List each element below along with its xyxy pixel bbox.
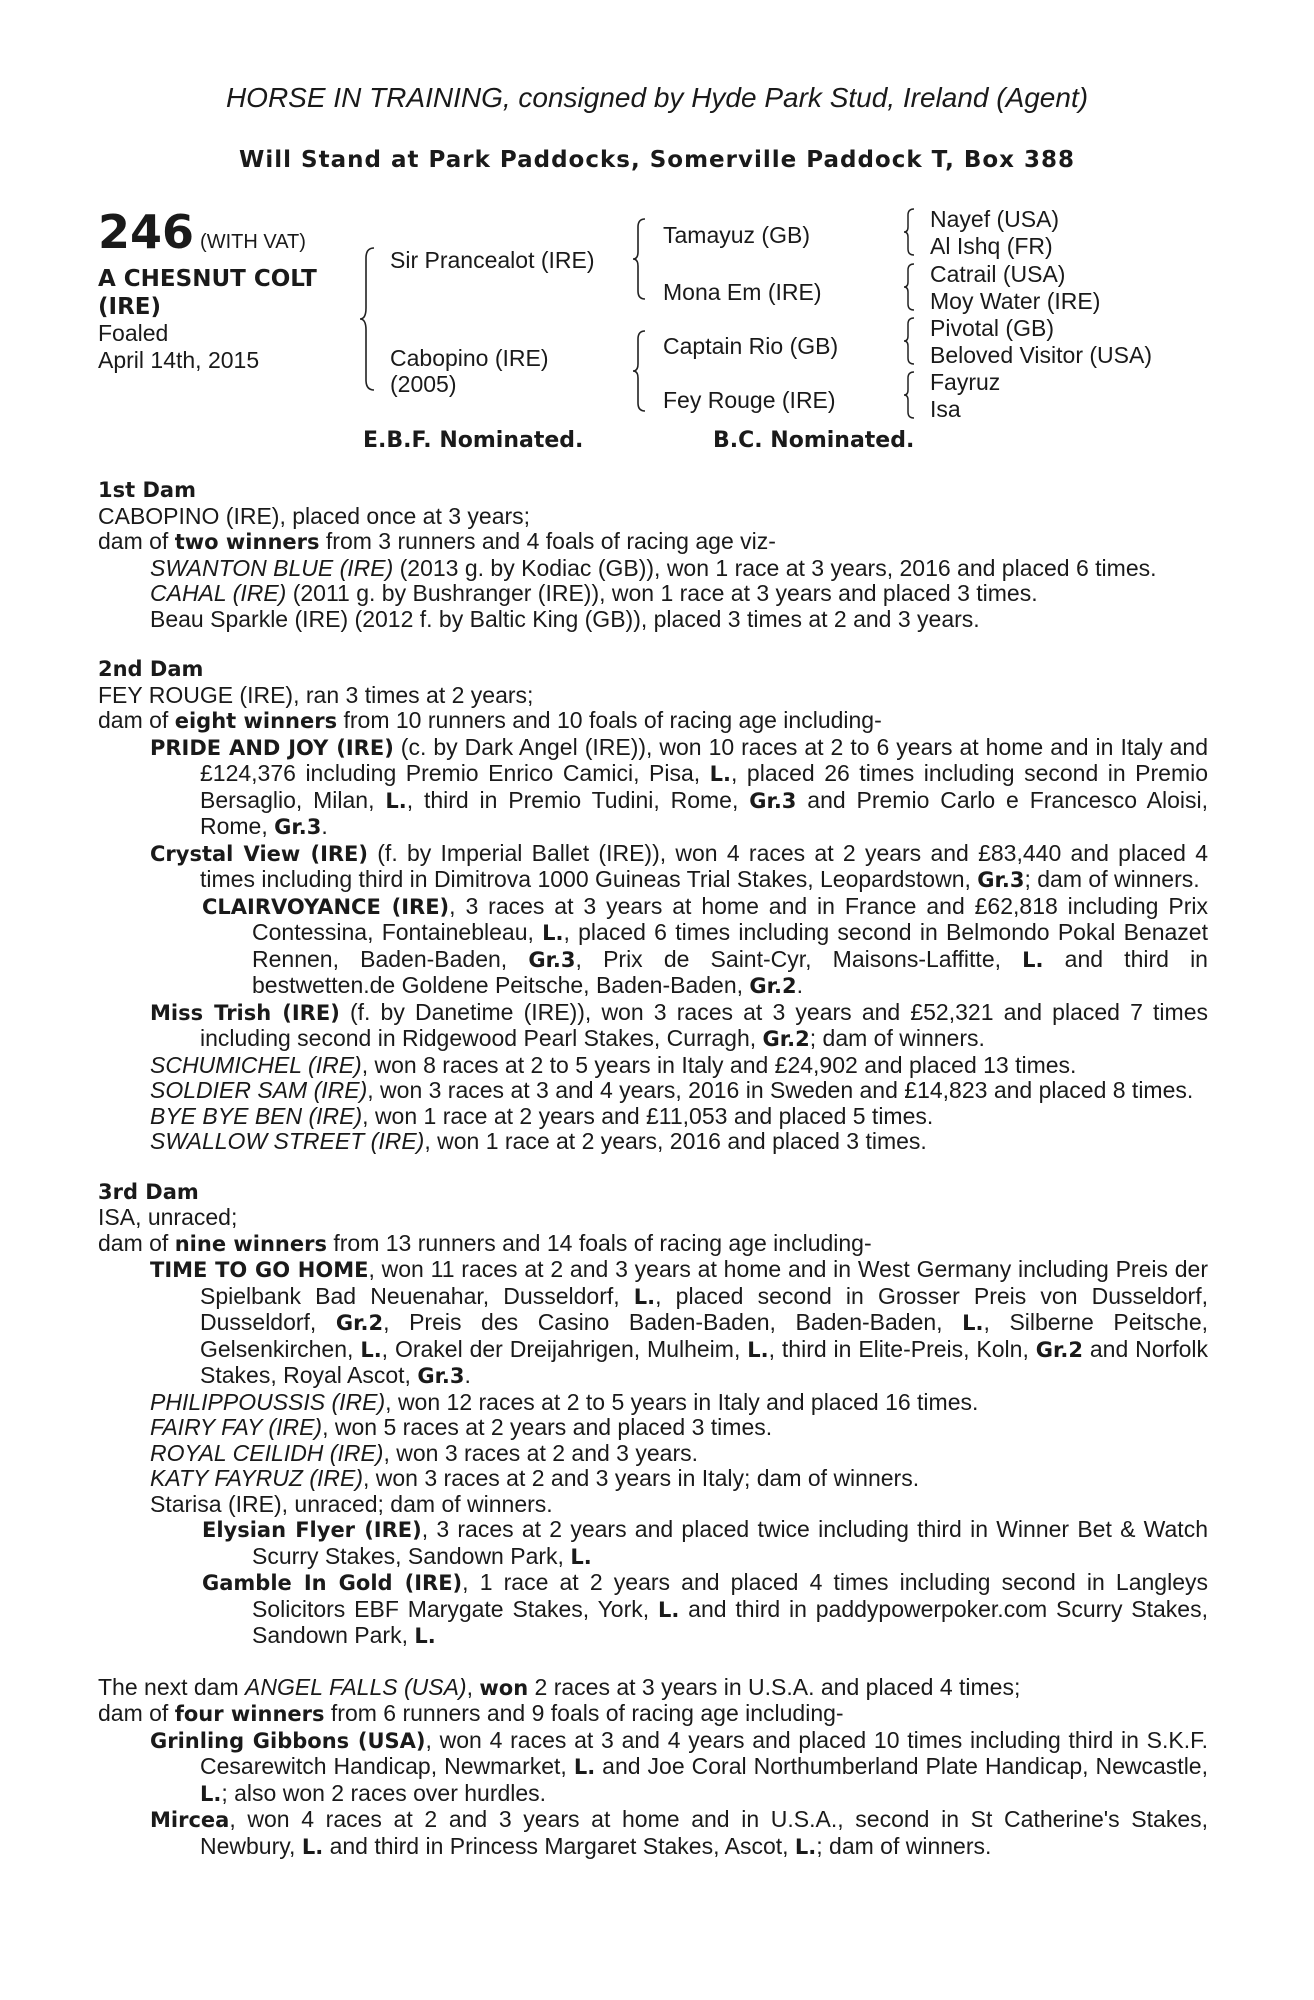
progeny-schumichel: SCHUMICHEL (IRE), won 8 races at 2 to 5 years in Italy and £24,902 and placed 13 times. (150, 1051, 1077, 1078)
pedigree-ggs4: Moy Water (IRE) (930, 288, 1101, 314)
progeny-cahal: CAHAL (IRE) (2011 g. by Bushranger (IRE)), won 1 race at 3 years and placed 3 times. (150, 580, 1038, 606)
next-dam-line1: The next dam ANGEL FALLS (USA), won 2 races at 3 years in U.S.A. and placed 4 times; (98, 1673, 1021, 1700)
pedigree-ggs8: Isa (930, 396, 961, 422)
progeny-swallow-street: SWALLOW STREET (IRE), won 1 race at 2 years, 2016 and placed 3 times. (150, 1128, 927, 1154)
lot-heading (98, 205, 306, 259)
progeny-time-to-go-home: TIME TO GO HOME, won 11 races at 2 and 3 years at home and in West Germany including Preis der Spielbank Bad Neuenahar, Dusseldorf, L., placed second in Grosser Preis von Dusseldorf, Dusseldorf, Gr.2, Preis des Casino Baden-Baden, Baden-Baden, L., Silberne Peitsche, Gelsenkirchen, L., Orakel der Dreijahrigen, Mulheim, L., third in Elite-Preis, Koln, Gr.2 and Norfolk Stakes, Royal Ascot, Gr.3. (150, 1256, 1209, 1388)
progeny-starisa: Starisa (IRE), unraced; dam of winners. (150, 1490, 553, 1517)
foaled-date: April 14th, 2015 (98, 347, 260, 373)
lot-number: 246 (98, 205, 195, 259)
progeny-soldier-sam: SOLDIER SAM (IRE), won 3 races at 3 and 4 years, 2016 in Sweden and £14,823 and placed 8 times. (150, 1077, 1194, 1103)
stand-location: Will Stand at Park Paddocks, Somerville Paddock T, Box 388 (238, 147, 1076, 173)
pedigree-sire: Sir Prancealot (IRE) (390, 247, 595, 273)
pedigree-brace-gg1 (904, 207, 918, 257)
progeny-clairvoyance: CLAIRVOYANCE (IRE), 3 races at 3 years at home and in France and £62,818 including Prix Contessina, Fontainebleau, L., placed 6 times including second in Belmondo Pokal Benazet Rennen, Baden-Baden, Gr.3, Prix de Saint-Cyr, Maisons-Laffitte, L. and third in bestwetten.de Goldene Peitsche, Baden-Baden, Gr.2. (202, 892, 1208, 998)
progeny-gamble-in-gold: Gamble In Gold (IRE), 1 race at 2 years and placed 4 times including second in Langleys Solicitors EBF Marygate Stakes, York, L. and third in paddypowerpoker.com Scurry Stakes, Sandown Park, L. (202, 1569, 1208, 1648)
lot-vat: (WITH VAT) (200, 231, 306, 253)
pedigree-ggs7: Fayruz (930, 369, 1001, 395)
progeny-fairy-fay: FAIRY FAY (IRE), won 5 races at 2 years and placed 3 times. (150, 1414, 773, 1440)
page-title: HORSE IN TRAINING, consigned by Hyde Park Stud, Ireland (Agent) (225, 82, 1089, 113)
second-dam-title: 2nd Dam (98, 657, 204, 681)
ebf-nominated: E.B.F. Nominated. (363, 428, 584, 453)
pedigree-brace-gg4 (904, 370, 918, 420)
lot-desc-line1: A CHESNUT COLT (98, 266, 317, 292)
progeny-crystal-view: Crystal View (IRE) (f. by Imperial Ballet (IRE)), won 4 races at 2 years and £83,440 and placed 4 times including third in Dimitrova 1000 Guineas Trial Stakes, Leopardstown, Gr.3; dam of winners. (150, 839, 1208, 892)
pedigree-brace-dam (633, 328, 651, 414)
pedigree-ggs1: Nayef (USA) (930, 206, 1060, 232)
first-dam-line1: CABOPINO (IRE), placed once at 3 years; (98, 502, 531, 529)
progeny-royal-ceilidh: ROYAL CEILIDH (IRE), won 3 races at 2 and 3 years. (150, 1439, 698, 1466)
progeny-bye-bye-ben: BYE BYE BEN (IRE), won 1 race at 2 years and £11,053 and placed 5 times. (150, 1102, 934, 1129)
lot-description (98, 265, 317, 321)
pedigree-ggs6: Beloved Visitor (USA) (930, 342, 1152, 368)
second-dam-line2: dam of eight winners from 10 runners and 10 foals of racing age including- (98, 707, 882, 733)
progeny-beau-sparkle: Beau Sparkle (IRE) (2012 f. by Baltic King (GB)), placed 3 times at 2 and 3 years. (150, 605, 980, 632)
second-dam-line1: FEY ROUGE (IRE), ran 3 times at 2 years; (98, 681, 534, 708)
catalogue-body (98, 478, 1208, 1860)
pedigree-brace-sire (633, 216, 651, 302)
progeny-mircea: Mircea, won 4 races at 2 and 3 years at home and in U.S.A., second in St Catherine's Stakes, Newbury, L. and third in Princess Margaret Stakes, Ascot, L.; dam of winners. (150, 1806, 1208, 1859)
third-dam-line1: ISA, unraced; (98, 1204, 238, 1230)
pedigree-dam: Cabopino (IRE) (390, 345, 549, 371)
first-dam-title: 1st Dam (98, 478, 196, 502)
first-dam-line2: dam of two winners from 3 runners and 4 foals of racing age viz- (98, 528, 776, 554)
progeny-pride-and-joy: PRIDE AND JOY (IRE) (c. by Dark Angel (IRE)), won 10 races at 2 to 6 years at home and in Italy and £124,376 including Premio Enrico Camici, Pisa, L., placed 26 times including second in Premio Bersaglio, Milan, L., third in Premio Tudini, Rome, Gr.3 and Premio Carlo e Francesco Aloisi, Rome, Gr.3. (150, 733, 1209, 839)
third-dam-title: 3rd Dam (98, 1179, 199, 1204)
progeny-swanton-blue: SWANTON BLUE (IRE) (2013 g. by Kodiac (GB)), won 1 race at 3 years, 2016 and placed 6 times. (150, 554, 1157, 581)
pedigree-dam-year: (2005) (390, 371, 457, 397)
pedigree-brace-main (360, 244, 380, 394)
progeny-katy-fayruz: KATY FAYRUZ (IRE), won 3 races at 2 and 3 years in Italy; dam of winners. (150, 1465, 920, 1491)
pedigree-ggs2: Al Ishq (FR) (930, 233, 1053, 259)
progeny-elysian-flyer: Elysian Flyer (IRE), 3 races at 2 years and placed twice including third in Winner Bet & Watch Scurry Stakes, Sandown Park, L. (202, 1516, 1208, 1569)
pedigree-ggs3: Catrail (USA) (930, 261, 1066, 287)
pedigree-gs1: Tamayuz (GB) (663, 222, 810, 248)
pedigree-brace-gg3 (904, 316, 918, 366)
progeny-grinling-gibbons: Grinling Gibbons (USA), won 4 races at 3 and 4 years and placed 10 times including third in S.K.F. Cesarewitch Handicap, Newmarket, L. and Joe Coral Northumberland Plate Handicap, Newcastle, L.; also won 2 races over hurdles. (150, 1726, 1208, 1806)
third-dam-line2: dam of nine winners from 13 runners and 14 foals of racing age including- (98, 1229, 872, 1256)
lot-desc-line2: (IRE) (98, 294, 162, 320)
pedigree-gs4: Fey Rouge (IRE) (663, 387, 836, 413)
pedigree-gs2: Mona Em (IRE) (663, 279, 822, 305)
bc-nominated: B.C. Nominated. (713, 428, 915, 453)
pedigree-ggs5: Pivotal (GB) (930, 315, 1054, 341)
pedigree-brace-gg2 (904, 262, 918, 312)
pedigree-gs3: Captain Rio (GB) (663, 333, 839, 359)
progeny-miss-trish: Miss Trish (IRE) (f. by Danetime (IRE)), won 3 races at 3 years and £52,321 and placed 7 times including second in Ridgewood Pearl Stakes, Curragh, Gr.2; dam of winners. (150, 998, 1208, 1051)
next-dam-line2: dam of four winners from 6 runners and 9 foals of racing age including- (98, 1700, 844, 1726)
progeny-philippoussis: PHILIPPOUSSIS (IRE), won 12 races at 2 to 5 years in Italy and placed 16 times. (150, 1388, 979, 1415)
lot-foaled (98, 320, 259, 374)
foaled-label: Foaled (98, 320, 169, 346)
